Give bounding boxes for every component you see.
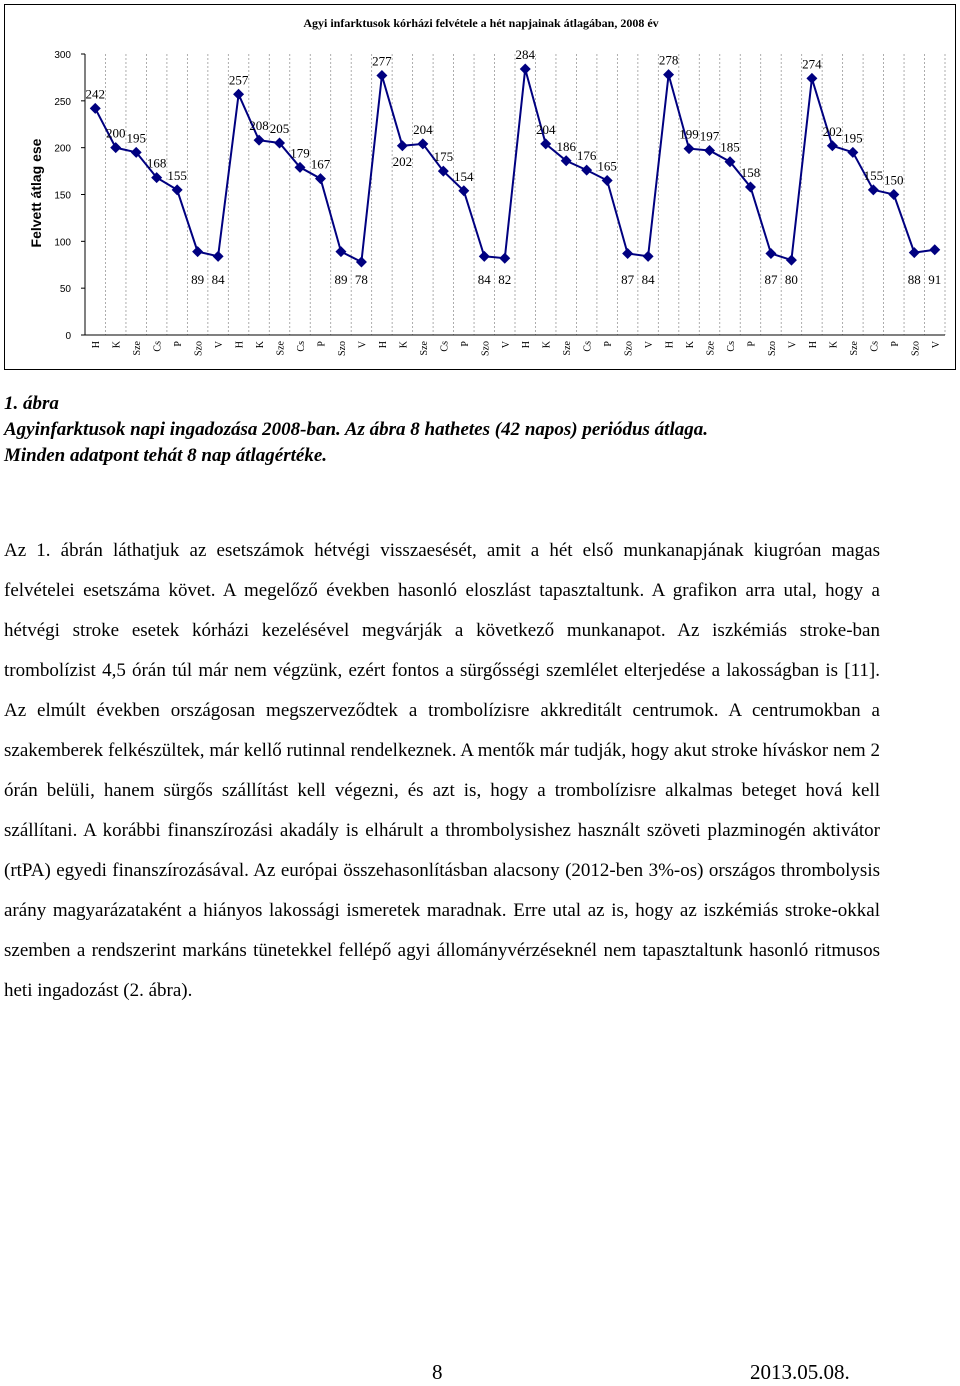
y-tick-label: 50: [59, 284, 71, 296]
x-tick-label: K: [541, 341, 553, 349]
data-point: [704, 145, 715, 156]
data-label: 91: [928, 272, 942, 287]
x-tick-label: Sze: [418, 341, 430, 356]
x-tick-label: H: [664, 341, 676, 349]
footer-date: 2013.05.08.: [750, 1360, 850, 1384]
data-label: 274: [802, 56, 822, 72]
data-point: [663, 69, 674, 80]
data-label: 195: [126, 130, 146, 146]
x-tick-label: Szo: [480, 341, 492, 356]
y-axis-label: Felvett átlag ese: [28, 138, 44, 248]
data-label: 179: [290, 145, 310, 161]
x-tick-label: V: [930, 341, 942, 349]
data-label: 89: [191, 272, 205, 287]
figure-caption-line: Minden adatpont tehát 8 nap átlagértéke.: [4, 445, 328, 466]
data-point: [335, 246, 346, 257]
data-point: [909, 247, 920, 258]
data-label: 155: [863, 167, 884, 183]
data-label: 202: [392, 153, 413, 169]
data-point: [888, 189, 899, 200]
data-point: [868, 184, 879, 195]
data-label: 89: [334, 272, 348, 287]
x-tick-label: V: [357, 341, 369, 349]
x-tick-label: V: [214, 341, 226, 349]
data-label: 278: [658, 52, 679, 68]
data-label: 204: [535, 121, 556, 137]
y-tick-label: 200: [54, 143, 71, 155]
figure-caption: [4, 391, 944, 469]
x-tick-label: Szo: [766, 341, 778, 356]
data-label: 165: [597, 158, 617, 174]
data-label: 257: [228, 72, 249, 88]
x-tick-label: Cs: [296, 341, 307, 352]
x-tick-label: P: [316, 341, 328, 347]
data-point: [376, 70, 387, 81]
y-tick-label: 250: [54, 96, 71, 108]
x-tick-label: Cs: [152, 341, 164, 352]
data-point: [213, 251, 224, 262]
x-tick-label: Sze: [562, 341, 574, 356]
data-point: [233, 89, 244, 100]
data-point: [254, 135, 265, 146]
data-label: 195: [843, 130, 863, 146]
data-point: [602, 175, 613, 186]
data-label: 168: [146, 155, 167, 171]
data-label: 155: [167, 167, 187, 183]
x-tick-label: P: [746, 341, 758, 347]
x-tick-label: P: [603, 341, 615, 347]
grid: [85, 54, 945, 335]
x-tick-label: K: [685, 341, 697, 349]
data-point: [110, 142, 121, 153]
data-label: 208: [249, 118, 269, 134]
data-label: 205: [269, 120, 290, 136]
data-point: [90, 103, 101, 114]
series-line: [95, 69, 935, 262]
data-point: [397, 140, 408, 151]
y-tick-labels: [54, 50, 85, 342]
paragraph: Az 1. ábrán láthatjuk az esetszámok hétvégi visszaesését, amit a hét első munkanapjának kiugróan magas felvételei esetszáma követ. A megelőző években hasonló eloszlást tapasztaltunk. A grafikon arra utal, hogy a hétvégi stroke esetek kórházi kezelésével megvárják a következő munkanapot. Az iszkémiás stroke-ban trombolízist 4,5 órán túl már nem végzünk, ezért fontos a sürgősségi szemlélet elterjedése a lakosságban is [11]. Az elmúlt években országosan megszerveződtek a trombolízisre akkreditált centrumok. A centrumokban a szakemberek felkészültek, már kellő rutinnal rendelkeznek. A mentők már tudják, hogy akut stroke híváskor nem 2 órán belüli, hanem sürgős szállítást kell végezni, és azt is, hogy a trombolízisre alkalmas beteget hová kell szállítani. A korábbi finanszírozási akadály is elhárult a thrombolysishez használt szöveti plazminogén aktivátor (rtPA) egyedi finanszírozásával. Az európai összehasonlításban alacsony (2012-ben 3%-os) országos thrombolysis arány magyarázataként a hiányos lakossági ismeretek maradnak. Erre utal az is, hogy az iszkémiás stroke-okkal szemben a rendszerint markáns tünetekkel fellépő agyi állományvérzéseknél nem tapasztaltunk hasonló ritmusos heti ingadozást (2. ábra).: [4, 540, 880, 1001]
data-point: [172, 184, 183, 195]
data-point: [806, 73, 817, 84]
line-chart: [5, 5, 957, 371]
x-tick-label: Szo: [910, 341, 922, 356]
data-point: [520, 63, 531, 74]
x-tick-label: K: [398, 341, 410, 349]
data-label: 154: [454, 168, 474, 184]
x-tick-label: Szo: [623, 341, 635, 356]
x-tick-label: Cs: [869, 341, 881, 352]
data-point: [684, 143, 695, 154]
x-tick-label: H: [521, 341, 533, 349]
data-label: 200: [105, 125, 126, 141]
body-text: [4, 531, 880, 1011]
x-tick-label: H: [91, 341, 103, 349]
data-label: 84: [641, 272, 655, 287]
x-tick-label: Cs: [726, 341, 737, 352]
data-label: 78: [354, 272, 368, 287]
data-label: 186: [556, 138, 576, 154]
data-label: 82: [498, 272, 512, 287]
x-tick-label: Szo: [336, 341, 348, 356]
data-label: 277: [372, 53, 392, 69]
x-tick-label: P: [889, 341, 901, 347]
x-tick-label: K: [828, 341, 840, 349]
data-label: 87: [764, 272, 778, 287]
x-tick-label: Sze: [132, 341, 144, 356]
data-label: 197: [699, 128, 720, 144]
data-label: 284: [515, 46, 535, 62]
data-point: [847, 147, 858, 158]
data-label: 84: [477, 272, 491, 287]
data-label: 158: [740, 165, 761, 181]
x-tick-labels: [91, 340, 942, 356]
data-label: 204: [413, 121, 433, 137]
x-tick-label: K: [111, 341, 123, 349]
data-point: [356, 256, 367, 267]
data-label: 150: [884, 172, 904, 188]
x-tick-label: P: [459, 341, 471, 347]
x-tick-label: V: [644, 341, 656, 349]
y-tick-label: 100: [54, 237, 71, 249]
data-label: 87: [621, 272, 635, 287]
x-tick-label: K: [255, 341, 267, 349]
x-tick-label: Sze: [275, 341, 287, 356]
y-tick-label: 300: [54, 50, 71, 61]
page-number: 8: [432, 1360, 443, 1384]
x-tick-label: V: [787, 341, 799, 349]
data-label: 242: [85, 86, 105, 102]
y-tick-label: 150: [54, 190, 71, 202]
x-tick-label: H: [234, 341, 246, 349]
data-point: [192, 246, 203, 257]
data-label: 199: [679, 126, 699, 142]
chart-frame: [4, 4, 956, 370]
data-point: [765, 248, 776, 259]
x-tick-label: V: [500, 341, 512, 349]
chart-title: Agyi infarktusok kórházi felvétele a hét napjainak átlagában, 2008 év: [303, 16, 659, 30]
x-tick-label: P: [173, 341, 185, 347]
x-tick-label: Sze: [848, 341, 860, 356]
x-tick-label: Szo: [193, 341, 205, 356]
data-label: 167: [310, 156, 331, 172]
data-label: 88: [907, 272, 921, 287]
x-tick-label: Sze: [705, 341, 717, 356]
data-point: [315, 173, 326, 184]
data-point: [622, 248, 633, 259]
x-tick-label: H: [807, 341, 819, 349]
figure-number: 1. ábra: [4, 393, 59, 414]
data-point: [499, 253, 510, 264]
figure-caption-line: Agyinfarktusok napi ingadozása 2008-ban. Az ábra 8 hathetes (42 napos) periódus átlaga.: [4, 419, 708, 440]
y-tick-label: 0: [65, 331, 71, 342]
x-tick-label: H: [377, 341, 389, 349]
data-point: [827, 140, 838, 151]
data-point: [643, 251, 654, 262]
data-label: 80: [784, 272, 798, 287]
x-tick-label: Cs: [439, 341, 451, 352]
data-point: [581, 165, 592, 176]
data-label: 175: [433, 149, 454, 165]
data-point: [929, 244, 940, 255]
data-point: [786, 255, 797, 266]
x-tick-label: Cs: [582, 341, 594, 352]
data-label: 84: [211, 272, 225, 287]
data-label: 176: [576, 148, 597, 164]
data-label: 185: [720, 139, 740, 155]
data-point: [479, 251, 490, 262]
data-label: 202: [822, 123, 843, 139]
